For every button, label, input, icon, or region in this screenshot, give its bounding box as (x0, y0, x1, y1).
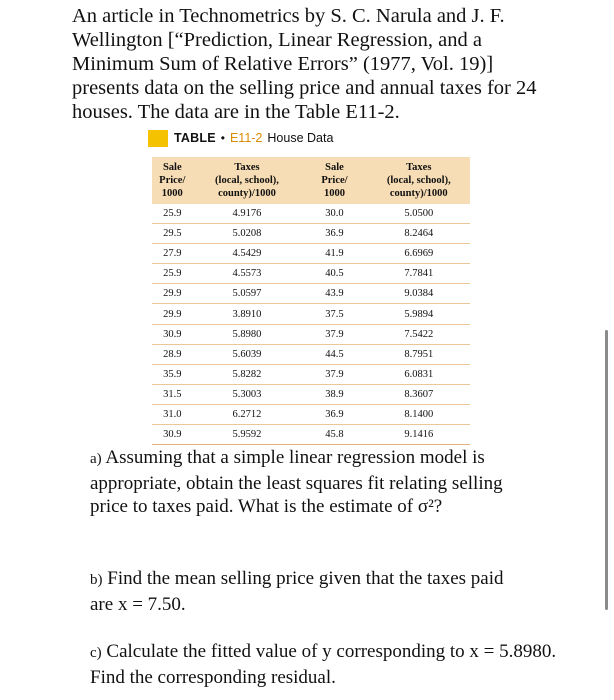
table-row (152, 344, 470, 364)
table-cell: 4.5429 (232, 248, 262, 260)
table-cell: 5.3003 (232, 388, 262, 400)
table-cell: 37.9 (325, 368, 344, 380)
table-cell: 8.7951 (404, 348, 434, 360)
question-b (90, 567, 520, 616)
table-cell: 8.1400 (404, 408, 434, 420)
table-caption-label: TABLE (174, 131, 216, 145)
table-cell: 9.1416 (404, 429, 434, 441)
table-cell: 6.0831 (404, 368, 434, 380)
table-row (152, 384, 470, 404)
table-cell: 8.3607 (404, 388, 434, 400)
table-cell: 5.0597 (232, 288, 262, 300)
table-cell: 4.5573 (232, 268, 262, 280)
table-row (152, 204, 470, 224)
table-row (152, 425, 470, 445)
table-body (152, 204, 470, 445)
question-a-label: a) (90, 451, 102, 467)
table-row (152, 264, 470, 284)
table-row (152, 284, 470, 304)
table-cell: 5.0208 (232, 228, 262, 240)
header-sale-price-2: Sale Price/ 1000 (321, 162, 348, 199)
header-taxes-2: Taxes (local, school), county)/1000 (386, 162, 451, 199)
table-cell: 6.2712 (232, 408, 262, 420)
table-cell: 45.8 (325, 429, 344, 441)
table-cell: 44.5 (325, 348, 344, 360)
table-row (152, 304, 470, 324)
question-c-text: Calculate the fitted value of y corresponding to x = 5.8980. Find the corresponding residual. (90, 641, 557, 688)
table-cell: 5.8282 (232, 368, 262, 380)
table-cell: 40.5 (325, 268, 344, 280)
scrollbar[interactable] (605, 330, 608, 610)
table-cell: 29.9 (163, 288, 182, 300)
question-c-label: c) (90, 645, 102, 661)
table-cell: 30.9 (163, 429, 182, 441)
table-row (152, 244, 470, 264)
header-sale-price: Sale Price/ 1000 (159, 162, 186, 199)
table-cell: 5.0500 (404, 208, 434, 220)
table-cell: 6.6969 (404, 248, 434, 260)
question-a-text: Assuming that a simple linear regression model is appropriate, obtain the least squares fit relating selling price to taxes paid. What is the estimate of σ²? (90, 447, 503, 517)
table-row (152, 324, 470, 344)
table-cell: 29.5 (163, 228, 182, 240)
table-cell: 9.0384 (404, 288, 434, 300)
table-cell: 30.9 (163, 328, 182, 340)
table-cell: 35.9 (163, 368, 182, 380)
table-cell: 27.9 (163, 248, 182, 260)
table-caption-name: House Data (267, 131, 334, 145)
table-cell: 38.9 (325, 388, 344, 400)
table-cell: 29.9 (163, 308, 182, 320)
table-cell: 31.0 (163, 408, 182, 420)
question-c (90, 640, 560, 689)
table-cell: 4.9176 (232, 208, 262, 220)
table-caption-number: E11-2 (229, 131, 263, 145)
table-row (152, 224, 470, 244)
table-caption-marker (148, 130, 168, 147)
question-a (90, 446, 540, 519)
table-caption (148, 129, 333, 147)
header-taxes: Taxes (local, school), county)/1000 (215, 162, 279, 199)
table-cell: 37.9 (325, 328, 344, 340)
table-cell: 7.5422 (404, 328, 434, 340)
house-data-table (152, 157, 470, 445)
table-cell: 28.9 (163, 348, 182, 360)
table-cell: 25.9 (163, 268, 182, 280)
table-cell: 5.9894 (404, 308, 434, 320)
table-header-row (152, 157, 470, 204)
problem-intro: An article in Technometrics by S. C. Narula and J. F. Wellington [“Prediction, Linear Regression, and a Minimum Sum of Relative Errors” (1977, Vol. 19)] presents data on the selling price and annual taxes for 24 houses. The data are in the Table E11-2. (72, 5, 537, 123)
table-row (152, 404, 470, 424)
table-cell: 5.8980 (232, 328, 262, 340)
table-cell: 41.9 (325, 248, 344, 260)
table-caption-separator: • (220, 131, 225, 145)
question-b-text: Find the mean selling price given that the taxes paid are x = 7.50. (90, 568, 504, 615)
table-cell: 25.9 (163, 208, 182, 220)
table-cell: 5.9592 (232, 429, 262, 441)
table-cell: 7.7841 (404, 268, 434, 280)
table-cell: 3.8910 (232, 308, 262, 320)
table-cell: 37.5 (325, 308, 344, 320)
table-cell: 36.9 (325, 408, 344, 420)
table-cell: 8.2464 (404, 228, 434, 240)
table-cell: 31.5 (163, 388, 182, 400)
table-cell: 30.0 (325, 208, 344, 220)
table-cell: 5.6039 (232, 348, 262, 360)
table-cell: 36.9 (325, 228, 344, 240)
table-row (152, 364, 470, 384)
table-cell: 43.9 (325, 288, 344, 300)
question-b-label: b) (90, 572, 103, 588)
